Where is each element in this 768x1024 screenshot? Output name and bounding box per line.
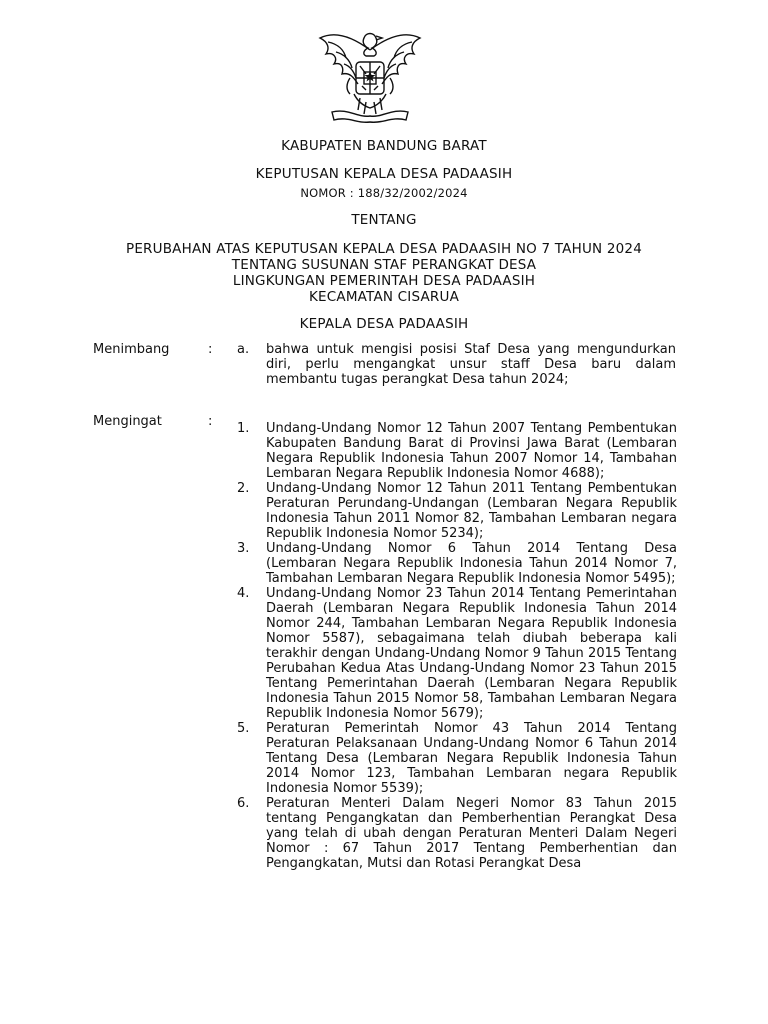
decree-title: KEPUTUSAN KEPALA DESA PADAASIH: [255, 166, 513, 182]
menimbang-text: bahwa untuk mengisi posisi Staf Desa yang mengundurkan diri, perlu mengangkat unsur staff Desa baru dalam membantu tugas perangkat Desa tahun 2024;: [266, 342, 676, 387]
menimbang-label: Menimbang: [93, 342, 170, 357]
list-item-text: Undang-Undang Nomor 6 Tahun 2014 Tentang Desa (Lembaran Negara Republik Indonesia Tahun 2014 Nomor 7, Tambahan Lembaran Negara Republik Indonesia Nomor 5495);: [266, 541, 677, 586]
regency-heading: KABUPATEN BANDUNG BARAT: [281, 138, 487, 154]
list-item: [237, 421, 677, 481]
list-item-text: Undang-Undang Nomor 23 Tahun 2014 Tentang Pemerintahan Daerah (Lembaran Negara Republik Indonesia Tahun 2014 Nomor 244, Tambahan Lembaran Negara Republik Indonesia Nomor 5587), sebagaimana telah diubah beberapa kali terakhir dengan Undang-Undang Nomor 9 Tahun 2015 Tentang Perubahan Kedua Atas Undang-Undang Nomor 23 Tahun 2015 Tentang Pemerintahan Daerah (Lembaran Negara Republik Indonesia Tahun 2015 Nomor 58, Tambahan Lembaran Negara Republik Indonesia Nomor 5679);: [266, 586, 677, 721]
mengingat-label: Mengingat: [93, 414, 162, 429]
decree-subject: [0, 241, 768, 305]
about-heading: TENTANG: [351, 212, 417, 228]
subject-line: TENTANG SUSUNAN STAF PERANGKAT DESA: [231, 257, 537, 273]
subject-line: KECAMATAN CISARUA: [308, 289, 460, 305]
list-item-number: 3.: [237, 541, 250, 556]
list-item-number: 1.: [237, 421, 250, 436]
garuda-emblem-icon: [314, 28, 426, 128]
list-item: [237, 481, 677, 541]
menimbang-colon: :: [208, 342, 213, 357]
mengingat-list: [237, 421, 677, 871]
list-item: [237, 586, 677, 721]
menimbang-marker: a.: [237, 342, 250, 357]
list-item-text: Peraturan Menteri Dalam Negeri Nomor 83 Tahun 2015 tentang Pengangkatan dan Pemberhentian Perangkat Desa yang telah di ubah dengan Peraturan Menteri Dalam Negeri Nomor : 67 Tahun 2017 Tentang Pemberhentian dan Pengangkatan, Mutsi dan Rotasi Perangkat Desa: [266, 796, 677, 871]
official-heading: KEPALA DESA PADAASIH: [299, 316, 469, 332]
list-item-number: 2.: [237, 481, 250, 496]
list-item: [237, 796, 677, 871]
mengingat-colon: :: [208, 414, 213, 429]
list-item-text: Undang-Undang Nomor 12 Tahun 2011 Tentang Pembentukan Peraturan Perundang-Undangan (Lembaran Negara Republik Indonesia Tahun 2011 Nomor 82, Tambahan Lembaran negara Republik Indonesia Nomor 5234);: [266, 481, 677, 541]
subject-line: PERUBAHAN ATAS KEPUTUSAN KEPALA DESA PADAASIH NO 7 TAHUN 2024: [125, 241, 642, 257]
subject-line: LINGKUNGAN PEMERINTAH DESA PADAASIH: [232, 273, 536, 289]
list-item-text: Peraturan Pemerintah Nomor 43 Tahun 2014 Tentang Peraturan Pelaksanaan Undang-Undang Nomor 6 Tahun 2014 Tentang Desa (Lembaran Negara Republik Indonesia Tahun 2014 Nomor 123, Tambahan Lembaran negara Republik Indonesia Nomor 5539);: [266, 721, 677, 796]
list-item-number: 4.: [237, 586, 250, 601]
list-item: [237, 721, 677, 796]
list-item-number: 5.: [237, 721, 250, 736]
list-item-text: Undang-Undang Nomor 12 Tahun 2007 Tentang Pembentukan Kabupaten Bandung Barat di Provinsi Jawa Barat (Lembaran Negara Republik Indonesia Tahun 2007 Nomor 14, Tambahan Lembaran Negara Republik Indonesia Nomor 4688);: [266, 421, 677, 481]
list-item-number: 6.: [237, 796, 250, 811]
decree-number: NOMOR : 188/32/2002/2024: [300, 186, 468, 200]
list-item: [237, 541, 677, 586]
